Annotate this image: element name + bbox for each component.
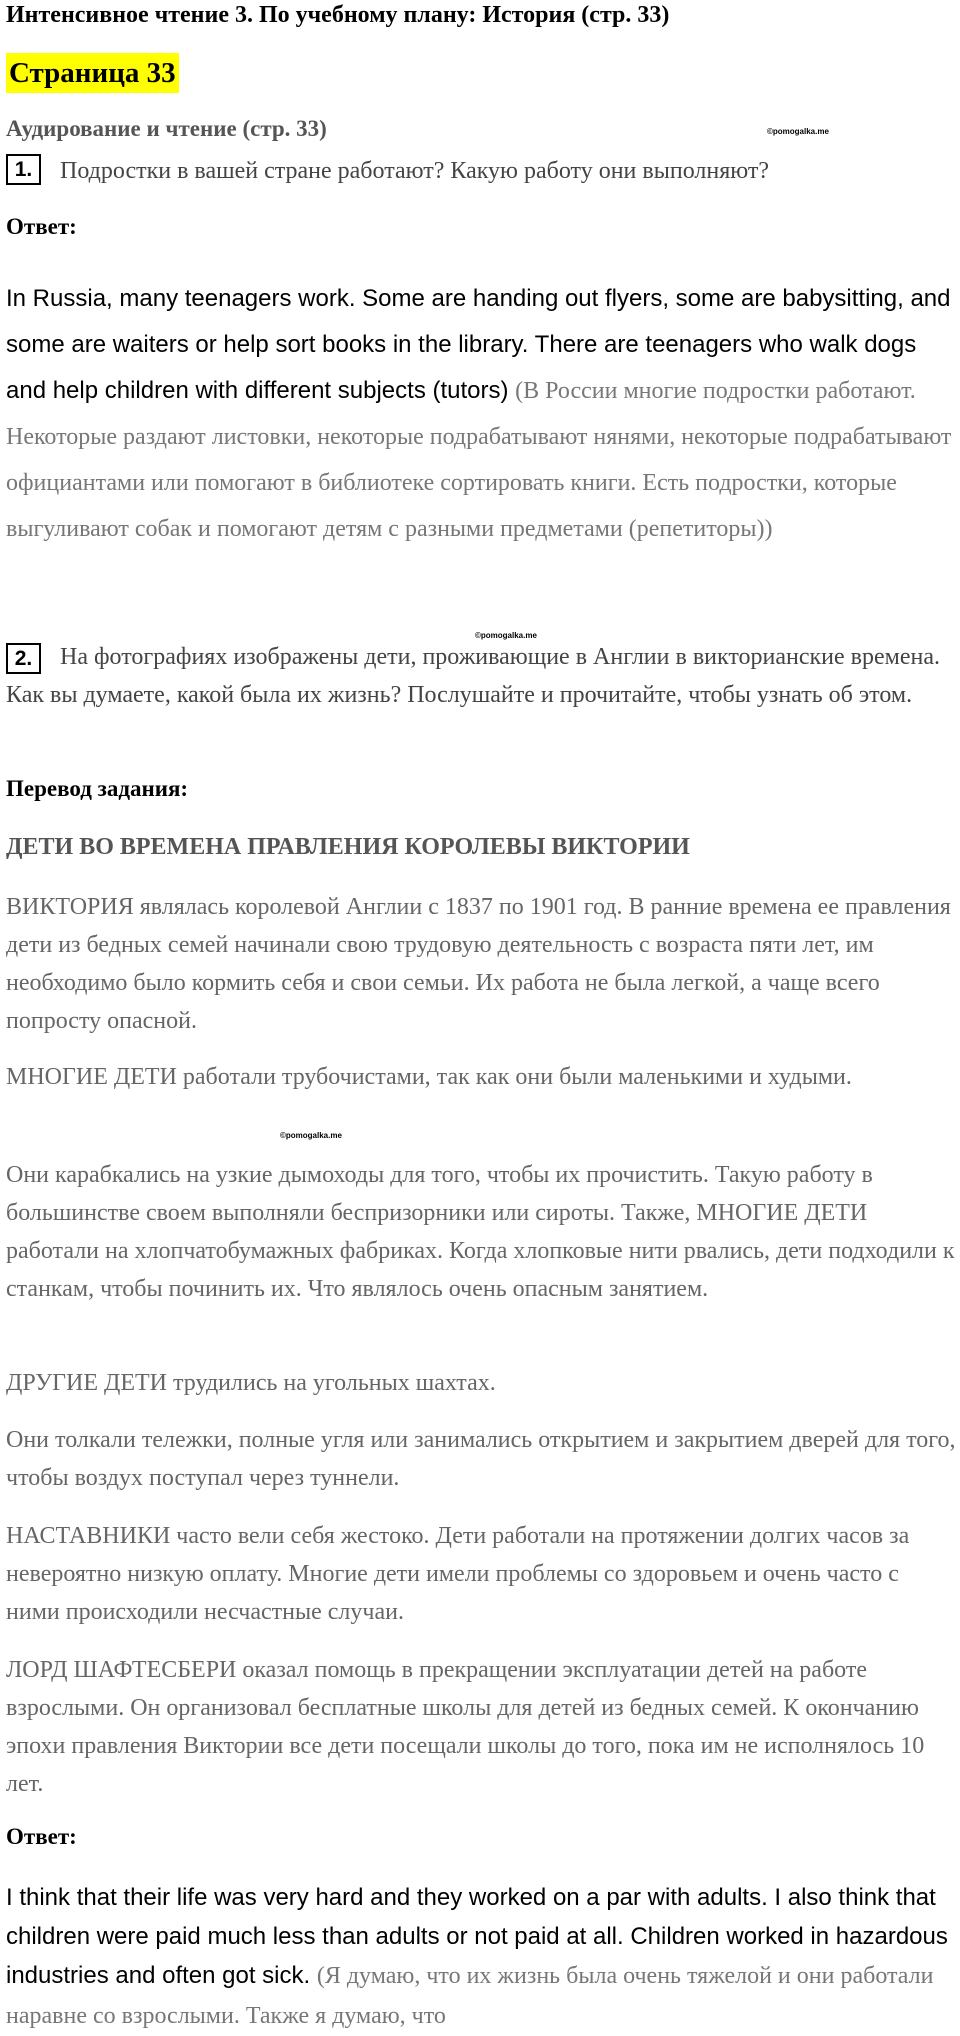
translation-paragraph: МНОГИЕ ДЕТИ работали трубочистами, так как они были маленькими и худыми. (6, 1064, 852, 1090)
translation-paragraph: ДРУГИЕ ДЕТИ трудились на угольных шахтах. (6, 1370, 496, 1396)
document-title: Интенсивное чтение 3. По учебному плану: История (стр. 33) (6, 2, 670, 28)
task-text: На фотографиях изображены дети, проживающие в Англии в викторианские времена. Как вы думаете, какой была их жизнь? Послушайте и прочитайте, чтобы узнать об этом. (6, 644, 940, 708)
watermark: ©pomogalka.me (475, 631, 537, 640)
translation-title: ДЕТИ ВО ВРЕМЕНА ПРАВЛЕНИЯ КОРОЛЕВЫ ВИКТОРИИ (6, 834, 690, 860)
answer-paragraph (6, 1878, 956, 2036)
task-text: Подростки в вашей стране работают? Какую работу они выполняют? (60, 158, 769, 184)
translation-paragraph: НАСТАВНИКИ часто вели себя жестоко. Дети работали на протяжении долгих часов за невероятно низкую оплату. Многие дети имели проблемы со здоровьем и очень часто с ними происходили несчастные случаи. (6, 1523, 910, 1625)
section-title: Аудирование и чтение (стр. 33) (6, 116, 327, 141)
watermark: ©pomogalka.me (767, 127, 829, 136)
watermark: ©pomogalka.me (280, 1131, 342, 1140)
answer-english-text: In Russia, many teenagers work. Some are handing out flyers, some are babysitting, and some are waiters or help sort books in the library. There are teenagers who walk dogs and help children with different subjects (tutors) (6, 285, 951, 404)
task-number-box: 1. (6, 154, 41, 185)
translation-paragraph: Они карабкались на узкие дымоходы для того, чтобы их прочистить. Такую работу в большинстве своем выполняли беспризорники или сироты. Также, МНОГИЕ ДЕТИ работали на хлопчатобумажных фабриках. Когда хлопковые нити рвались, дети подходили к станкам, чтобы починить их. Что являлось очень опасным занятием. (6, 1162, 955, 1302)
answer-russian-translation: (В России многие подростки работают. Некоторые раздают листовки, некоторые подрабатывают нянями, некоторые подрабатывают официантами или помогают в библиотеке сортировать книги. Есть подростки, которые выгуливают собак и помогают детям с разными предметами (репетиторы)) (6, 378, 952, 542)
translation-label: Перевод задания: (6, 776, 189, 801)
answer-label: Ответ: (6, 1824, 77, 1849)
translation-paragraph: ВИКТОРИЯ являлась королевой Англии с 1837 по 1901 год. В ранние времена ее правления дети из бедных семей начинали свою трудовую деятельность с возраста пяти лет, им необходимо было кормить себя и свои семьи. Их работа не была легкой, а чаще всего попросту опасной. (6, 894, 951, 1034)
answer-russian-translation: (Я думаю, что их жизнь была очень тяжелой и они работали наравне со взрослыми. Также я думаю, что (6, 1963, 934, 2029)
translation-paragraph: ЛОРД ШАФТЕСБЕРИ оказал помощь в прекращении эксплуатации детей на работе взрослыми. Он организовал бесплатные школы для детей из бедных семей. К окончанию эпохи правления Виктории все дети посещали школы до того, пока им не исполнялось 10 лет. (6, 1657, 925, 1797)
answer-english-text: I think that their life was very hard and they worked on a par with adults. I also think that children were paid much less than adults or not paid at all. Children worked in hazardous industries and often got sick. (6, 1884, 948, 1989)
page-heading: Страница 33 (6, 53, 179, 93)
task-number-box: 2. (6, 643, 41, 674)
answer-label: Ответ: (6, 214, 77, 239)
translation-paragraph: Они толкали тележки, полные угля или занимались открытием и закрытием дверей для того, чтобы воздух поступал через туннели. (6, 1427, 956, 1491)
answer-paragraph (6, 276, 956, 552)
